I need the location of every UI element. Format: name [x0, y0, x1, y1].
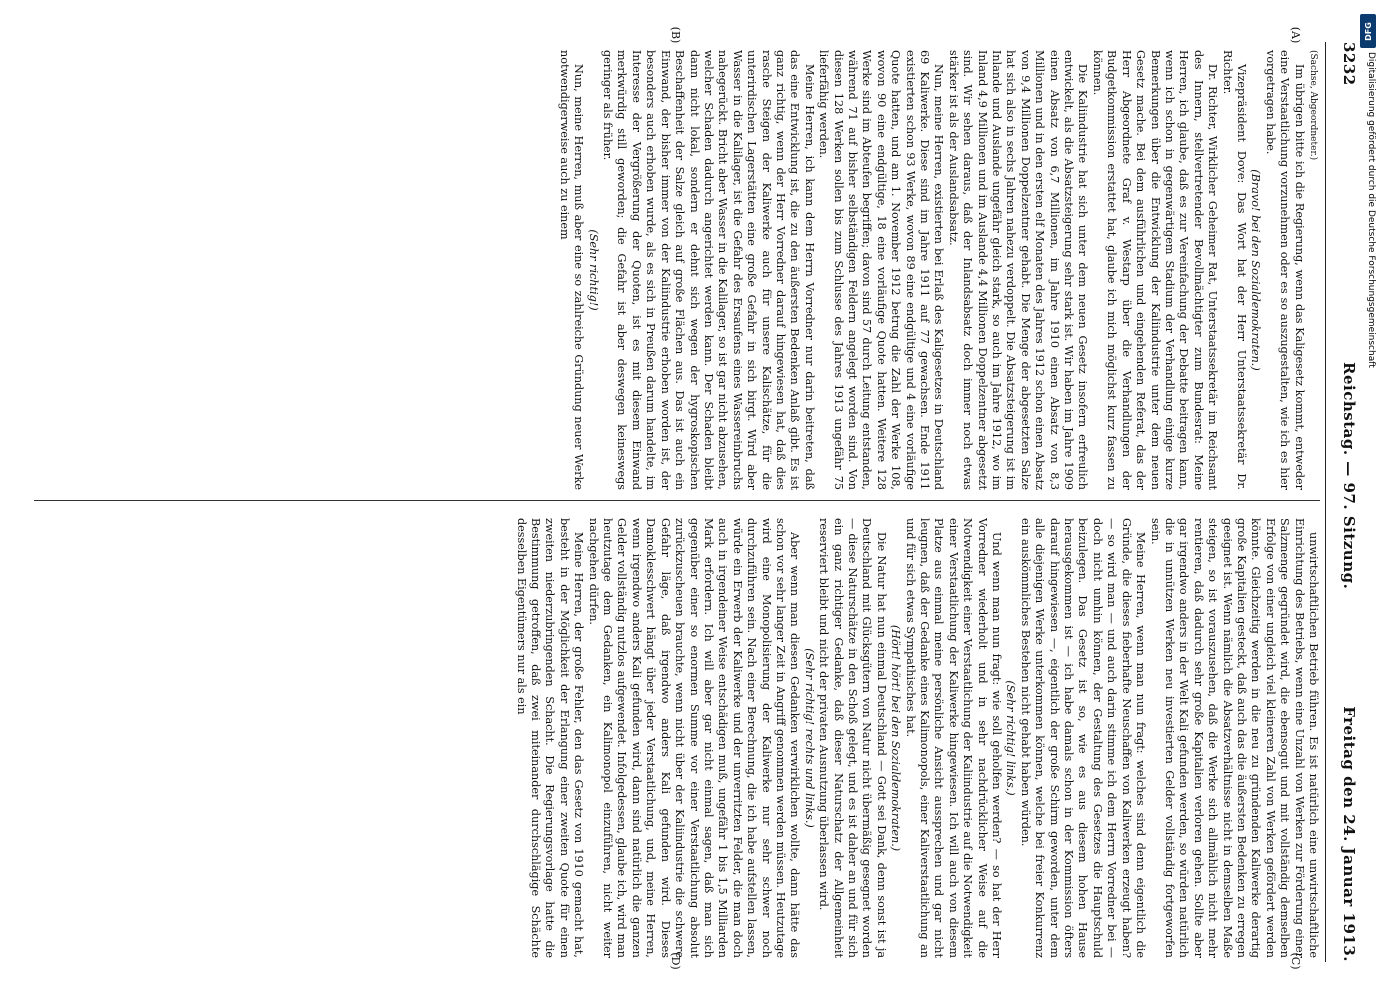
paragraph: (Sehr richtig!): [586, 229, 600, 311]
paragraph: Im übrigen bitte ich die Regierung, wenn das Kaligesetz kommt, entweder eine Verstaatlichung vorzunehmen oder es so auszugestalten, wie ich es hier vorgetragen habe.: [1263, 50, 1306, 490]
rotated-page-content: [12, 20, 1372, 980]
header-date: Freitag den 24. Januar 1913.: [1339, 706, 1358, 962]
paragraph: (Sehr richtig! rechts und links.): [802, 648, 816, 828]
paragraph: Nun, meine Herren, muß aber eine so zahlreiche Gründung neuer Werke notwendigerweise auch zu einem: [557, 50, 585, 490]
paragraph: Vizepräsident Dove: Das Wort hat der Herr Unterstaatssekretär Dr. Richter.: [1220, 50, 1248, 490]
paragraph: unwirtschaftlichen Betrieb führen. Es ist natürlich eine unwirtschaftliche Einrichtung des Betriebs, wenn eine Unzahl von Werken zur Förderung einer Salzmenge gegründet wird, die ebensogut und mit vollständig demselben Erfolge von einer ungleich viel kleineren Zahl von Werken gefördert werden könnte. Gleichzeitig werden in die neu zu gründenden Kaliwerke derartig große Kapitalien gesteckt, daß auch das die äußersten Bedenken zu erregen geeignet ist. Wenn nämlich die Absatzverhältnisse nicht in demselben Maße steigen, so ist vorauszusehen, daß die Werke sich allmählich nicht mehr rentieren, daß dadurch sehr große Kapitalien verloren gehen. Sollte aber gar irgendwo anders in der Welt Kali gefunden werden, so würden natürlich die in unnützen Werken neu investierten Gelder vollständig fortgeworfen sein.: [1148, 518, 1320, 958]
paragraph: Nun, meine Herren, existierten bei Erlaß des Kaligesetzes in Deutschland 69 Kaliwerke. Diese sind im Jahre 1911 auf 77 gewachsen. Ende 1911 existierten schon 93 Werke, wovon 89 eine endgültige und 4 eine vorläufige Quote hatten, und am 1. November 1912 betrug die Zahl der Werke 108, wovon 90 eine endgültige, 18 eine vorläufige Quote hatten. Weitere 128 Werke sind im Abteufen begriffen; davon sind 57 durch Leitung entstanden, während 71 auf bisher selbständigen Feldern angelegt worden sind. Von diesen 128 Werken sollen bis zum Schlusse des Jahres 1913 ungefähr 75 lieferfähig werden.: [816, 50, 945, 490]
header-rule: [1325, 42, 1326, 962]
page-number: 3232: [1339, 42, 1358, 86]
paragraph: (Bravo! bei den Sozialdemokraten.): [1248, 169, 1262, 371]
paragraph: Meine Herren, der große Fehler, den das Gesetz von 1910 gemacht hat, besteht in der Möglichkeit der Erlangung einer zweiten Quote für einen zweiten niederzubringenden Schacht. Die Regierungsvorlage hatte die Bestimmung getroffen, daß zwei miteinander durchschlägige Schächte desselben Eigentümers nur als ein: [514, 518, 585, 958]
paragraph: Die Kaliindustrie hat sich unter dem neuen Gesetz insofern erfreulich entwickelt, als die Absatzsteigerung sehr stark ist. Wir haben im Jahre 1909 einen Absatz von 6,7 Millionen, im Jahre 1910 einen Absatz von 8,3 Millionen und in den ersten elf Monaten des Jahres 1912 schon einen Absatz von 9,4 Millionen Doppelzentner gehabt. Die Menge der abgesetzten Salze hat sich also in sechs Jahren nahezu verdoppelt. Die Absatzsteigerung ist im Inlande und Auslande ungefähr gleich stark, so auch im Jahre 1912, wo im Inland 4,9 Millionen und im Auslande 4,4 Millionen Doppelzentner abgesetzt sind. Wir sehen daraus, daß der Inlandsabsatz doch immer noch etwas stärker ist als der Auslandsabsatz.: [946, 50, 1089, 490]
paragraph: Die Natur hat nun einmal Deutschland — Gott sei Dank, denn sonst ist ja Deutschland mit Glücksgütern von Natur nicht übermäßig gesegnet worden — diese Naturschätze in den Schoß gelegt, und es ist daher an und für sich ein ganz richtiger Gedanke, daß dieser Naturschatz der Allgemeinheit reserviert bleibt und nicht der privaten Ausnutzung überlassen wird.: [816, 518, 888, 958]
column-divider: [34, 500, 1320, 501]
digitization-credit: [1358, 10, 1378, 990]
right-text-column: [36, 518, 1320, 958]
dfg-logo: DFG: [1360, 14, 1376, 48]
paragraph: Meine Herren, wenn man nun fragt: welches sind denn eigentlich die Gründe, die dieses fieberhafte Neuschaffen von Kaliwerken erzeugt haben? — so wird man — und auch darin stimme ich dem Herrn Vorredner bei — doch nicht umhin können, der Gestaltung des Gesetzes die Hauptschuld beizulegen. Das Gesetz ist so, wie es aus diesem hohen Hause herausgekommen ist — ich habe damals schon in der Kommission öfters darauf hingewiesen —, eigentlich der große Schirm geworden, unter dem alle diejenigen Werke unterkommen können, welche bei freier Konkurrenz ein auskömmliches Bestehen nicht gehabt haben würden.: [1018, 518, 1147, 958]
paragraph: Meine Herren, ich kann dem Herrn Vorredner nur darin beitreten, daß das eine Entwicklung ist, die zu den äußersten Bedenken Anlaß gibt. Es ist ganz richtig, wenn der Herr Vorredner darauf hingewiesen hat, daß dies rasche Steigen der Kaliwerke auch für unsere Kalischätze, für die unterirdischen Lagerstätten eine große Gefahr in sich birgt. Wird aber Wasser in die Kalilager, ist die Gefahr des Ersaufens eines Wassereinbruchs nahegerückt. Bricht aber Wasser in die Kalilager, so ist gar nicht abzusehen, welcher Schaden dadurch angerichtet werden kann. Der Schaden bleibt dann nicht lokal, sondern er dehnt sich wegen der hygroskopischen Beschaffenheit der Salze gleich auf große Flächen aus. Das ist auch ein Einwand, der bisher immer von der Kaliindustrie erhoben worden ist, der besonders auch erhoben wurde, als es sich in Preußen darum handelte, im Interesse der Vergrößerung der Quoten, ist es mit diesem Einwand merkwürdig still geworden; die Gefahr ist aber deswegen keineswegs geringer als früher.: [600, 50, 816, 490]
credit-text: Digitalisierung gefördert durch die Deutsche Forschungsgemeinschaft: [1366, 52, 1376, 368]
paragraph: Aber wenn man diesen Gedanken verwirklichen wollte, dann hätte das schon vor sehr langer Zeit in Angriff genommen werden müssen. Heutzutage wird eine Monopolisierung der Kaliwerke nur sehr schwer noch durchzuführen sein. Nach einer Berechnung, die ich habe aufstellen lassen, würde ein Erwerb der Kaliwerke und der unverritzten Felder, die man doch auch in irgendeiner Weise entschädigen muß, ungefähr 1 bis 1,5 Milliarden Mark erfordern. Ich will aber gar nicht einmal sagen, daß man sich gegenüber einer so enormen Summe vor einer Verstaatlichung absolut zurückzuscheuen brauchte, wenn nicht über der Kaliindustrie die schwere Gefahr läge, daß irgendwo anders Kali gefunden wird. Dieses Damoklesschwert hängt über jeder Verstaatlichung, und, meine Herren, wenn irgendwo anders Kali gefunden wird, dann sind natürlich die ganzen Gelder vollständig nutzlos aufgewendet. Infolgedessen, glaube ich, wird man heutzutage dem Gedanken, ein Kalimonopol einzuführen, nicht weiter nachgehen dürfen.: [586, 518, 801, 958]
header-session: Reichstag. — 97. Sitzung.: [1339, 362, 1358, 590]
paragraph: Dr. Richter, Wirklicher Geheimer Rat, Unterstaatssekretär im Reichsamt des Innern, stellvertretender Bevollmächtigter zum Bundesrat: Meine Herren, ich glaube, daß es zur Vereinfachung der Debatte beitragen kann, wenn ich schon in gegenwärtigem Stadium der Verhandlung einige kurze Bemerkungen über die Entwicklung der Kaliindustrie unter dem neuen Gesetz mache. Bei dem ausführlichen und eingehenden Referat, das der Herr Abgeordnete Graf v. Westarp über die Verhandlungen der Budgetkommission erstattet hat, glaube ich mich möglichst kurz fassen zu können.: [1090, 50, 1219, 490]
margin-marker-b: (B): [668, 26, 682, 44]
paragraph: (Sachse, Abgeordneter.): [1307, 50, 1318, 161]
paragraph: (Hört! hört! bei den Sozialdemokraten.): [888, 624, 902, 852]
page-header: [1332, 42, 1358, 962]
left-text-column: [36, 50, 1320, 490]
margin-marker-a: (A): [1288, 26, 1302, 44]
margin-marker-c: (C): [1288, 952, 1302, 970]
margin-marker-d: (D): [668, 952, 682, 970]
paragraph: Und wenn man nun fragt: wie soll geholfen werden? — so hat der Herr Vorredner wiederholt und in sehr nachdrücklicher Weise auf die Notwendigkeit einer Verstaatlichung der Kaliindustrie auf die Notwendigkeit einer Verstaatlichung der Kaliwerke hingewiesen. Ich will auch von diesem Platze aus einmal meine persönliche Ansicht aussprechen und gar nicht leugnen, daß der Gedanke eines Kalimonopols, einer Kaliverstaatlichung an und für sich etwas Sympathisches hat.: [903, 518, 1003, 958]
paragraph: (Sehr richtig! links.): [1003, 680, 1017, 796]
